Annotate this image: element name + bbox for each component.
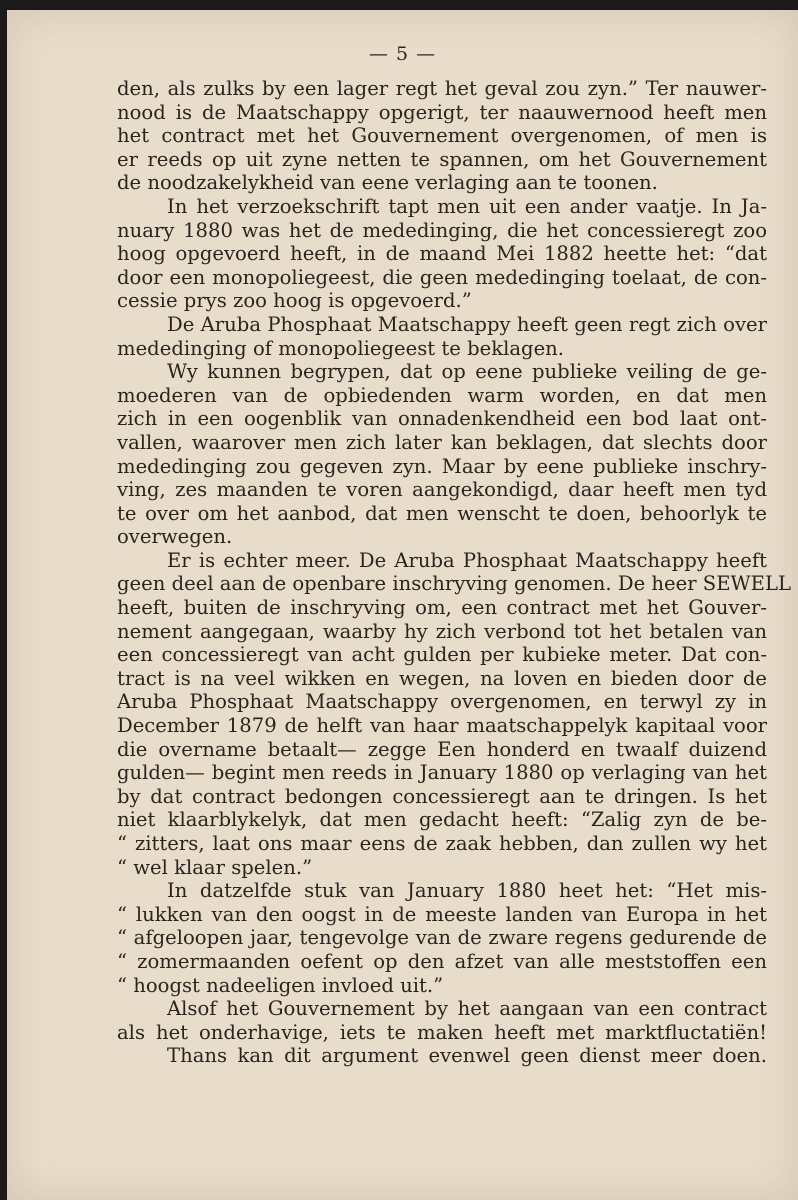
- text-line: “ zomermaanden oefent op den afzet van alle meststoffen een: [117, 949, 767, 973]
- text-line: die overname betaalt— zegge Een honderd en twaalf duizend: [117, 737, 767, 761]
- text-line: Aruba Phosphaat Maatschappy overgenomen, en terwyl zy in: [117, 690, 767, 714]
- text-line: er reeds op uit zyne netten te spannen, om het Gouvernement: [117, 147, 767, 171]
- text-line: mededinging zou gegeven zyn. Maar by eene publieke inschry-: [117, 454, 767, 478]
- text-line: niet klaarblykelyk, dat men gedacht heeft: “Zalig zyn de be-: [117, 808, 767, 832]
- text-line: “ lukken van den oogst in de meeste landen van Europa in het: [117, 902, 767, 926]
- text-line: “ wel klaar spelen.”: [117, 855, 313, 879]
- text-line: vallen, waarover men zich later kan beklagen, dat slechts door: [117, 430, 767, 454]
- text-line: cessie prys zoo hoog is opgevoerd.”: [117, 289, 472, 313]
- body-text: [117, 77, 791, 1068]
- text-line: ving, zes maanden te voren aangekondigd, daar heeft men tyd: [117, 478, 767, 502]
- text-line: geen deel aan de openbare inschryving genomen. De heer SEWELL: [117, 572, 791, 596]
- text-line: December 1879 de helft van haar maatschappelyk kapitaal voor: [117, 714, 767, 738]
- text-line: gulden— begint men reeds in January 1880 op verlaging van het: [117, 761, 767, 785]
- text-line: de noodzakelykheid van eene verlaging aan te toonen.: [117, 171, 658, 195]
- text-line: Alsof het Gouvernement by het aangaan van een contract: [167, 997, 767, 1021]
- text-line: zich in een oogenblik van onnadenkendheid een bod laat ont-: [117, 407, 767, 431]
- text-line: heeft, buiten de inschryving om, een contract met het Gouver-: [117, 596, 767, 620]
- text-line: als het onderhavige, iets te maken heeft met marktfluctatiën!: [117, 1020, 767, 1044]
- text-line: nement aangegaan, waarby hy zich verbond tot het betalen van: [117, 619, 767, 643]
- text-line: hoog opgevoerd heeft, in de maand Mei 1882 heette het: “dat: [117, 242, 767, 266]
- text-line: den, als zulks by een lager regt het geval zou zyn.” Ter nauwer-: [117, 77, 767, 100]
- text-line: De Aruba Phosphaat Maatschappy heeft geen regt zich over: [167, 312, 767, 336]
- text-line: In datzelfde stuk van January 1880 heet het: “Het mis-: [167, 879, 767, 903]
- text-line: een concessieregt van acht gulden per kubieke meter. Dat con-: [117, 643, 767, 667]
- text-line: by dat contract bedongen concessieregt aan te dringen. Is het: [117, 784, 767, 808]
- document-page: [7, 10, 798, 1200]
- text-line: nood is de Maatschappy opgerigt, ter naauwernood heeft men: [117, 100, 767, 124]
- text-line: “ zitters, laat ons maar eens de zaak hebben, dan zullen wy het: [117, 832, 767, 855]
- text-line: te over om het aanbod, dat men wenscht te doen, behoorlyk te: [117, 501, 767, 525]
- text-line: In het verzoekschrift tapt men uit een ander vaatje. In Ja-: [167, 194, 767, 218]
- text-line: Thans kan dit argument evenwel geen dienst meer doen.: [167, 1044, 767, 1068]
- text-line: “ hoogst nadeeligen invloed uit.”: [117, 973, 444, 997]
- text-line: het contract met het Gouvernement overgenomen, of men is: [117, 124, 767, 148]
- text-line: moederen van de opbiedenden warm worden, en dat men: [117, 383, 767, 407]
- text-line: mededinging of monopoliegeest te beklagen.: [117, 336, 565, 360]
- text-line: Wy kunnen begrypen, dat op eene publieke veiling de ge-: [167, 360, 767, 384]
- page-number: — 5 —: [368, 43, 437, 65]
- text-line: “ afgeloopen jaar, tengevolge van de zware regens gedurende de: [117, 926, 767, 950]
- text-line: Er is echter meer. De Aruba Phosphaat Maatschappy heeft: [167, 548, 767, 572]
- text-line: nuary 1880 was het de mededinging, die het concessieregt zoo: [117, 218, 767, 242]
- text-line: tract is na veel wikken en wegen, na loven en bieden door de: [117, 666, 767, 690]
- text-line: overwegen.: [117, 525, 233, 549]
- text-line: door een monopoliegeest, die geen mededinging toelaat, de con-: [117, 265, 767, 289]
